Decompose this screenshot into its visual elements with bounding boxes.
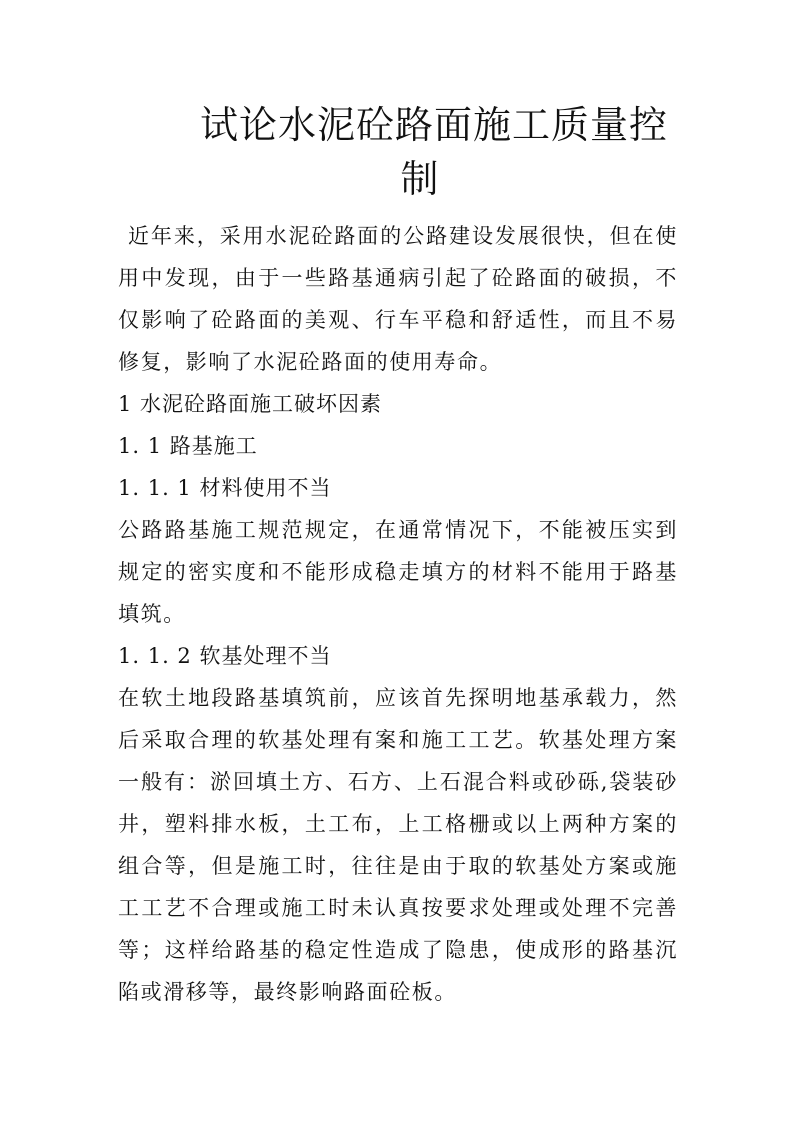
section-1-1-heading: 1. 1 路基施工 (118, 434, 258, 458)
section-1-heading: 1 水泥砼路面施工破坏因素 (118, 392, 383, 416)
section-1-1-1-paragraph: 公路路基施工规范规定，在通常情况下，不能被压实到规定的密实度和不能形成稳走填方的材料不能用于路基填筑。 (118, 518, 678, 626)
title-line-2: 制 (400, 157, 440, 201)
intro-paragraph: 近年来，采用水泥砼路面的公路建设发展很快，但在使用中发现，由于一些路基通病引起了砼路面的破损，不仅影响了砼路面的美观、行车平稳和舒适性，而且不易修复，影响了水泥砼路面的使用寿命。 (118, 224, 678, 374)
section-1-1-1-heading: 1. 1. 1 材料使用不当 (118, 476, 332, 500)
section-1-1-2-heading: 1. 1. 2 软基处理不当 (118, 644, 332, 668)
title-line-1: 试论水泥砼路面施工质量控 (199, 103, 668, 147)
document-body (118, 215, 678, 1013)
page-title (160, 98, 680, 206)
section-1-1-2-paragraph: 在软土地段路基填筑前，应该首先探明地基承载力，然后采取合理的软基处理有案和施工工艺。软基处理方案一般有：淤回填土方、石方、上石混合料或砂砾,袋装砂井，塑料排水板，土工布，上工格栅或以上两种方案的组合等，但是施工时，往往是由于取的软基处方案或施工工艺不合理或施工时未认真按要求处理或处理不完善等；这样给路基的稳定性造成了隐患，使成形的路基沉陷或滑移等，最终影响路面砼板。 (118, 686, 678, 1004)
